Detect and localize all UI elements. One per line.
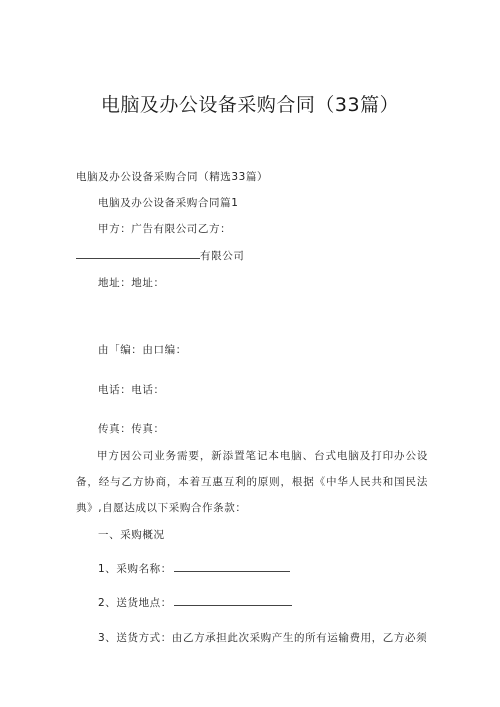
item1-label: 1、采购名称： xyxy=(98,563,172,575)
address-line: 地址：地址： xyxy=(98,277,165,289)
document-subtitle: 电脑及办公设备采购合同（精选33篇） xyxy=(76,171,269,183)
item3-line: 3、送货方式：由乙方承担此次采购产生的所有运输费用，乙方必须 xyxy=(98,632,428,644)
overview-heading: 一、采购概况 xyxy=(98,529,165,541)
item2-blank xyxy=(174,595,292,606)
intro-paragraph: 甲方因公司业务需要，新添置笔记本电脑、台式电脑及打印办公设备，经与乙方协商，本着互惠互利的原则，根据《中华人民共和国民法典》,自愿达成以下采购合作条款： xyxy=(76,450,428,514)
phone-line: 电话：电话： xyxy=(98,384,165,396)
item2-line xyxy=(98,595,292,610)
section-heading: 电脑及办公设备采购合同篇1 xyxy=(98,197,239,209)
company-line xyxy=(76,248,244,263)
document-title: 电脑及办公设备采购合同（33篇） xyxy=(100,94,400,116)
item1-line xyxy=(98,561,290,576)
item2-label: 2、送货地点： xyxy=(98,597,172,609)
postcode-line: 由「编：由口编： xyxy=(98,344,187,356)
company-suffix: 有限公司 xyxy=(200,250,245,262)
party-line: 甲方：广告有限公司乙方： xyxy=(98,223,232,235)
company-name-blank xyxy=(76,248,200,259)
fax-line: 传真：传真： xyxy=(98,423,165,435)
item1-blank xyxy=(174,561,290,572)
